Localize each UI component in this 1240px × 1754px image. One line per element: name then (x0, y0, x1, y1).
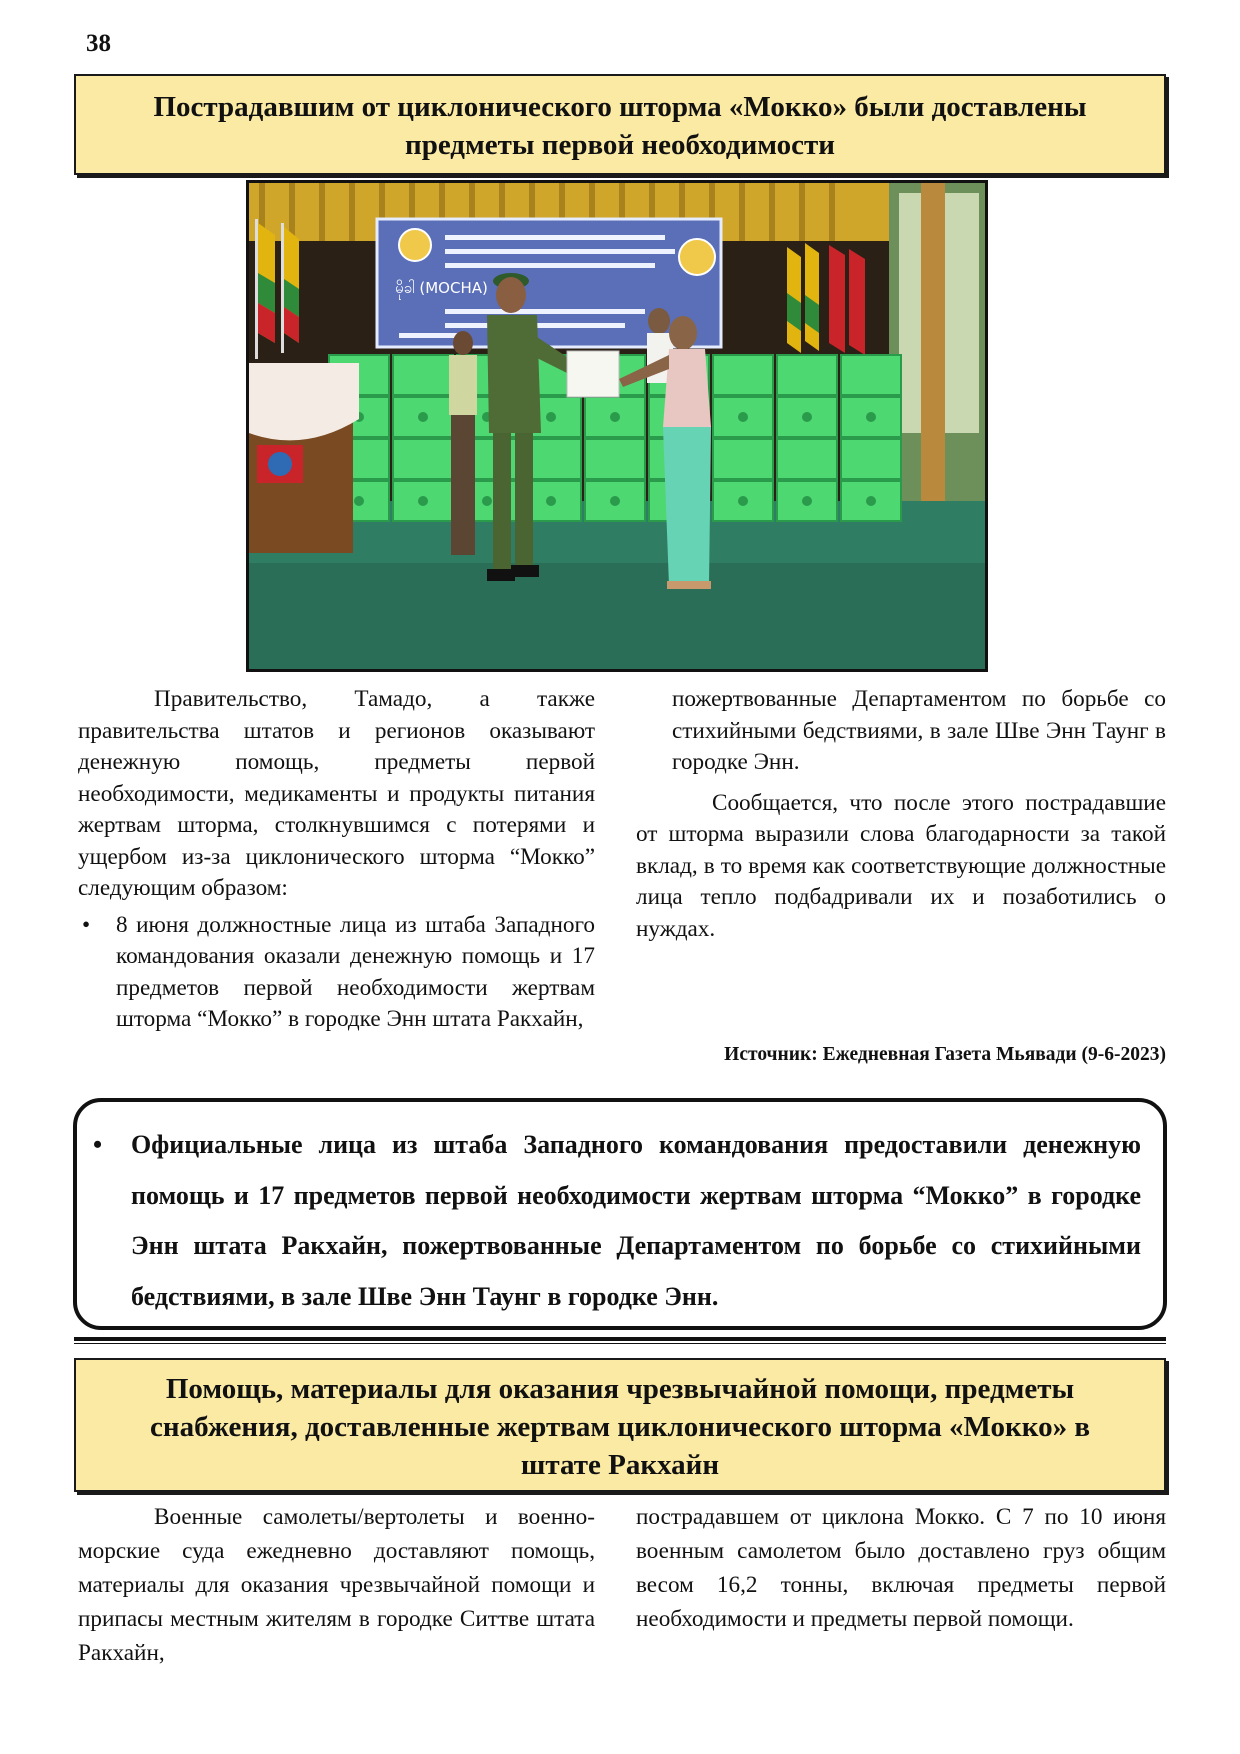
source-citation: Источник: Ежедневная Газета Мьявади (9-6-2023) (724, 1044, 1166, 1065)
divider (74, 1337, 1166, 1341)
article-left-column (78, 684, 595, 1036)
article-right-column (636, 684, 1166, 945)
bullet-icon: • (82, 911, 91, 938)
article-title (74, 1358, 1166, 1492)
summary-text: Официальные лица из штаба Западного командования предоставили денежную помощь и 17 предметов первой необходимости жертвам шторма “Мокко” в городке Энн штата Ракхайн, пожертвованные Департаментом по борьбе со стихийными бедствиями, в зале Шве Энн Таунг в городке Энн. (131, 1130, 1141, 1311)
banner-text: မိုခါ (MOCHA) (395, 279, 488, 297)
page-number: 38 (86, 30, 111, 57)
article-title-line: штате Ракхайн (520, 1449, 720, 1481)
summary-item (93, 1120, 1141, 1322)
article-right-column (636, 1500, 1166, 1636)
closing-paragraph: Сообщается, что после этого пострадавшие от шторма выразили слова благодарности за такой вклад, в то время как соответствующие должностные лица тепло подбадривали их и позаботились о нуждах. (636, 789, 1166, 942)
body-paragraph: пострадавшем от циклона Мокко. С 7 по 10 июня военным самолетом было доставлено груз общим весом 16,2 тонны, включая предметы первой необходимости и предметы первой помощи. (636, 1504, 1166, 1632)
article-left-column (78, 1500, 595, 1670)
article-title-line: снабжения, доставленные жертвам циклонического шторма «Мокко» в (150, 1411, 1090, 1443)
list-item (78, 910, 595, 1036)
continuation-paragraph: пожертвованные Департаментом по борьбе со стихийными бедствиями, в зале Шве Энн Таунг в городке Энн. (672, 686, 1166, 775)
bullet-text: 8 июня должностные лица из штаба Западного командования оказали денежную помощь и 17 предметов первой необходимости жертвам шторма “Мокко” в городке Энн штата Ракхайн, (116, 911, 595, 1032)
body-paragraph: Военные самолеты/вертолеты и военно-морские суда ежедневно доставляют помощь, материалы для оказания чрезвычайной помощи и припасы местным жителям в городке Ситтве штата Ракхайн, (78, 1504, 595, 1666)
divider (74, 1343, 1166, 1344)
article-title-line: Помощь, материалы для оказания чрезвычайной помощи, предметы (165, 1373, 1075, 1405)
article-title-line: Пострадавшим от циклонического шторма «Мокко» были доставлены (153, 91, 1087, 123)
intro-paragraph: Правительство, Тамадо, а также правительства штатов и регионов оказывают денежную помощь, предметы первой необходимости, медикаменты и продукты питания жертвам шторма, столкнувшимся с потерями и ущербом из-за циклонического шторма “Мокко” следующим образом: (78, 686, 595, 901)
article-title-line: предметы первой необходимости (404, 129, 835, 161)
ceremony-photo (246, 180, 988, 672)
summary-box (73, 1098, 1167, 1330)
article-title (74, 74, 1166, 175)
bullet-icon: • (93, 1130, 103, 1159)
